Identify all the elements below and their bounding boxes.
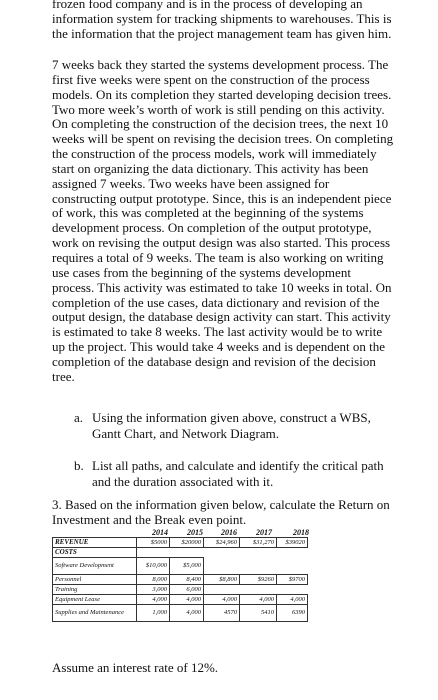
table-row [53, 595, 308, 605]
table-cell: 8,000 [137, 575, 170, 585]
table-row [53, 585, 308, 595]
question-3: 3. Based on the information given below, calculate the Return on Investment and the Break even point. [52, 497, 390, 527]
table-cell: 6,000 [170, 585, 204, 595]
intro-paragraph-1: frozen food company and is in the process of developing an information system for tracking shipments to warehouses. This is the information that the project management team has given him. [52, 0, 392, 41]
table-cell: 4,000 [240, 595, 277, 605]
table-cell: $20000 [170, 538, 204, 548]
question-a [74, 410, 382, 441]
table-cell: $10,000 [137, 558, 170, 575]
intro-paragraph-2: 7 weeks back they started the systems development process. The first five weeks were spent on the construction of the process models. On its completion they started developing decision trees. Two more week’s worth of work is still pending on this activity. On completing the construction of the decision trees, the next 10 weeks will be spent on revising the decision trees. On completing the construction of the process models, work will immediately start on organizing the data dictionary. This activity has been assigned 7 weeks. Two weeks have been assigned for constructing output prototype. Since, this is an independent piece of work, this was completed at the beginning of the systems development process. On completion of the output prototype, work on revising the output design was also started. This process requires a total of 9 weeks. The team is also working on writing use cases from the beginning of the systems development process. This activity was estimated to take 10 weeks in total. On completion of the use cases, data dictionary and revision of the output design, the database design activity can start. This activity is estimated to take 8 weeks. The last activity would be to write up the project. This would take 4 weeks and is dependent on the completion of the database design and revision of the decision tree. [52, 57, 394, 384]
question-a-text: Using the information given above, construct a WBS, Gantt Chart, and Network Diagram. [92, 410, 371, 441]
row-label: Supplies and Maintenance [53, 605, 137, 622]
row-label: Software Development [53, 558, 137, 575]
table-row-revenue [53, 538, 308, 548]
interest-note: Assume an interest rate of 12%. [52, 660, 219, 675]
table-cell: 5410 [240, 605, 277, 622]
table-cell: $9700 [277, 575, 308, 585]
table-cell [204, 558, 240, 575]
year-2016: 2016 [221, 528, 237, 537]
table-cell: 4,000 [170, 595, 204, 605]
table-cell [240, 585, 277, 595]
table-row [53, 558, 308, 575]
table-cell: 1,000 [137, 605, 170, 622]
table-cell: $24,960 [204, 538, 240, 548]
table-cell: 4,000 [137, 595, 170, 605]
table-cell: 4,000 [170, 605, 204, 622]
table-cell [277, 558, 308, 575]
table-cell: 4,000 [204, 595, 240, 605]
table-cell: 4570 [204, 605, 240, 622]
table-row [53, 605, 308, 622]
question-a-label: a. [74, 410, 84, 425]
table-cell: $39020 [277, 538, 308, 548]
row-label: Equipment Lease [53, 595, 137, 605]
table-cell [240, 558, 277, 575]
row-label: Training [53, 585, 137, 595]
revenue-label: REVENUE [53, 538, 137, 548]
table-cell [204, 585, 240, 595]
table-row [53, 575, 308, 585]
table-cell: 4,000 [277, 595, 308, 605]
financial-table [52, 537, 308, 622]
table-cell: 6390 [277, 605, 308, 622]
year-2017: 2017 [256, 528, 272, 537]
table-cell: $5000 [137, 538, 170, 548]
table-cell: 8,400 [170, 575, 204, 585]
costs-label: COSTS [53, 548, 137, 558]
table-spacer [137, 548, 308, 558]
question-b [74, 458, 392, 489]
year-2018: 2018 [293, 528, 309, 537]
question-b-label: b. [74, 458, 84, 473]
question-b-text: List all paths, and calculate and identify the critical path and the duration associated with it. [92, 458, 384, 489]
year-2015: 2015 [187, 528, 203, 537]
table-cell: 3,000 [137, 585, 170, 595]
table-cell [277, 585, 308, 595]
table-row-costs [53, 548, 308, 558]
table-cell: $31,270 [240, 538, 277, 548]
table-cell: $9260 [240, 575, 277, 585]
row-label: Personnel [53, 575, 137, 585]
table-cell: $5,000 [170, 558, 204, 575]
year-2014: 2014 [152, 528, 168, 537]
table-cell: $8,800 [204, 575, 240, 585]
